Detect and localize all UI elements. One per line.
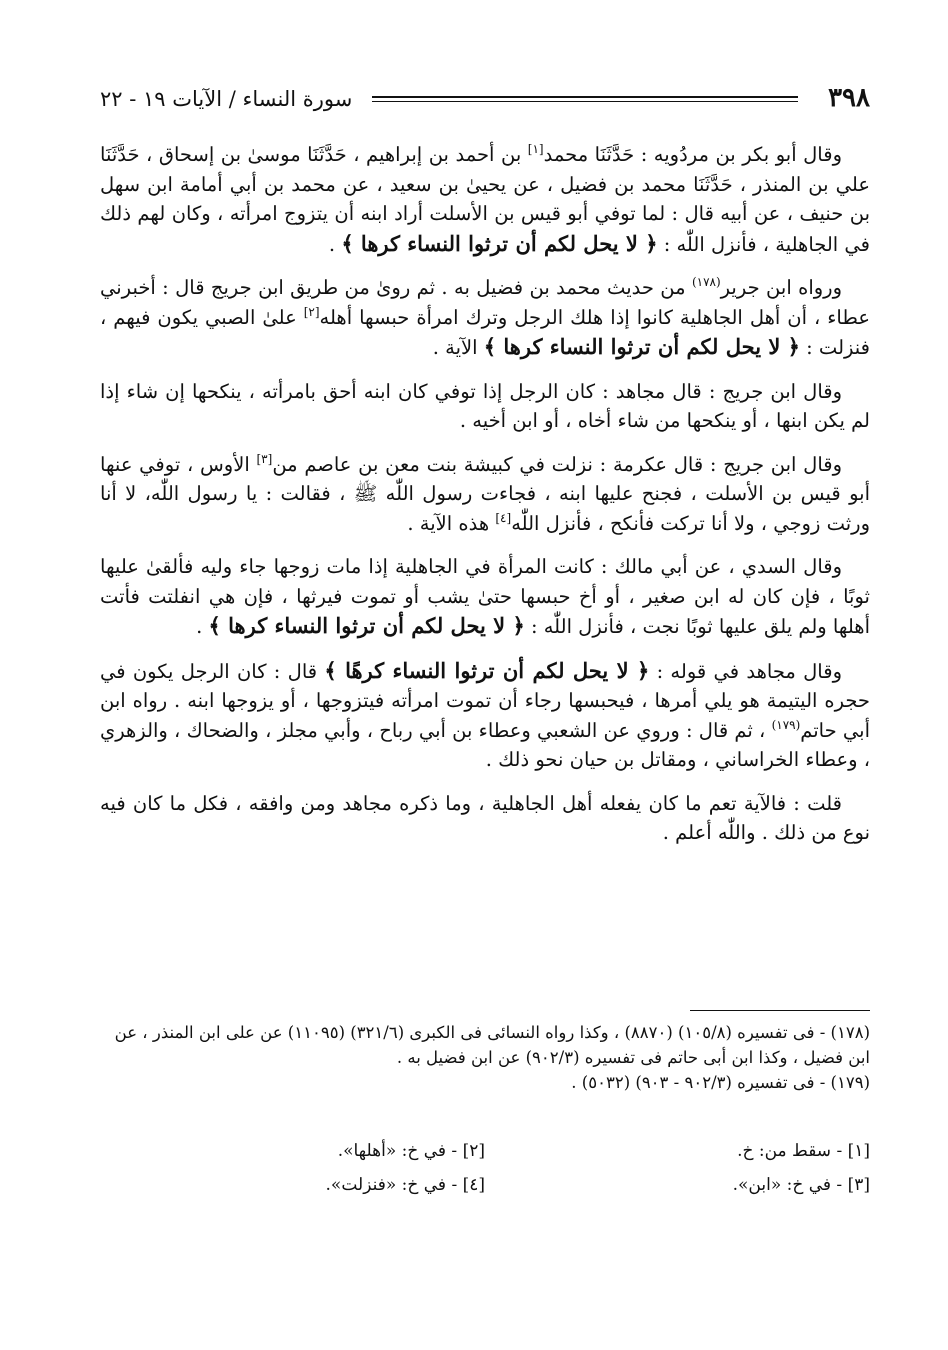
text-run: قال : كان الرجل يكون في حجره اليتيمة هو يلي أمرها ، فيحبسها رجاء أن تموت امرأته فيتزوجها ، أو يزوجها ابنه . رواه ابن أبي حاتم	[100, 659, 870, 742]
text-run: وقال ابن جريج : قال مجاهد : كان الرجل إذا توفي كان ابنه أحق بامرأته ، ينكحها إن شاء إذا لم يكن ابنها ، أو ينكحها من شاء أخاه ، أو ابن أخيه .	[100, 379, 870, 432]
footnote-rule	[690, 1010, 870, 1011]
quran-verse: ﴿ لا يحل لكم أن ترثوا النساء كرهًا ﴾	[324, 657, 650, 683]
text-run: ورواه ابن جرير	[720, 276, 842, 299]
header-rule	[372, 96, 798, 102]
variant-notes-row	[100, 1134, 870, 1168]
text-run: .	[196, 615, 209, 638]
variant-ref-1[interactable]: [١]	[527, 142, 544, 156]
text-run: هذه الآية .	[407, 511, 496, 535]
paragraph-1	[100, 140, 870, 259]
main-text	[100, 140, 870, 862]
paragraph-6	[100, 656, 870, 775]
paragraph-4	[100, 450, 870, 539]
quran-verse: ﴿ لا يحل لكم أن ترثوا النساء كرها ﴾	[341, 230, 658, 256]
text-run: الآية .	[432, 336, 484, 359]
variant-ref-3[interactable]: [٣]	[256, 451, 273, 466]
text-run: وقال السدي ، عن أبي مالك : كانت المرأة في الجاهلية إذا مات زوجها جاء وليه فألقىٰ عليها ثوبًا ، فإن كان له ابن صغير ، أو أخ حبسها حتىٰ يشب أو تموت فيرثها ، فإن هي انفلتت فأتت أهلها ولم يلق عليها ثوبًا نجت ، فأنزل اللّٰه :	[100, 555, 870, 638]
text-run: بن أحمد بن إبراهيم ، حَدَّثَنَا موسىٰ بن إسحاق ، حَدَّثَنَا علي بن المنذر ، حَدَّثَنَا محمد بن فضيل ، عن يحيىٰ بن سعيد ، عن محمد بن أبي أمامة ابن سهل بن حنيف ، عن أبيه قال : لما توفي أبو قيس بن الأسلت أراد ابنه أن يتزوج امرأته ، وكان لهم ذلك في الجاهلية ، فأنزل اللّٰه :	[100, 143, 870, 256]
quran-verse: ﴿ لا يحل لكم أن ترثوا النساء كرها ﴾	[208, 613, 525, 638]
text-run: وقال مجاهد في قوله :	[649, 659, 842, 683]
variant-note-2: [٢] - في خ: «أهلها».	[337, 1141, 485, 1161]
paragraph-7	[100, 789, 870, 848]
variant-ref-4[interactable]: [٤]	[495, 510, 512, 525]
page-number: ٣٩٨	[828, 83, 870, 113]
text-run: وقال أبو بكر بن مردُويه : حَدَّثَنَا محمد	[543, 143, 842, 166]
variant-note-1: [١] - سقط من: خ.	[737, 1141, 870, 1161]
variant-notes-row	[100, 1168, 870, 1202]
quran-verse: ﴿ لا يحل لكم أن ترثوا النساء كرها ﴾	[483, 334, 800, 359]
paragraph-2	[100, 273, 870, 363]
text-run: ، ثم قال : وروي عن الشعبي وعطاء بن أبي رباح ، وأبي مجلز ، والضحاك ، والزهري ، وعطاء الخراساني ، ومقاتل بن حيان نحو ذلك .	[100, 718, 870, 771]
text-run: من حديث محمد بن فضيل به . ثم روىٰ من طريق ابن جريج قال : أخبرني عطاء ، أن أهل الجاهلية كانوا إذا هلك الرجل وترك امرأة حبسها أهله	[100, 276, 870, 329]
paragraph-5	[100, 552, 870, 642]
footnote-179: (١٧٩) - فى تفسيره (٩٠٢/٣ - ٩٠٣) (٥٠٣٢) .	[571, 1073, 870, 1092]
footnote-ref-179[interactable]: (١٧٩)	[771, 717, 801, 732]
text-run: الأوس ، توفي عنها أبو قيس بن الأسلت ، فجنح عليها ابنه ، فجاءت رسول اللّٰه ﷺ ، فقالت : يا رسول اللّٰه، لا أنا ورثت زوجي ، ولا أنا تركت فأنكح ، فأنزل اللّٰه	[100, 452, 870, 535]
variant-ref-2[interactable]: [٢]	[303, 304, 320, 319]
variant-note-4: [٤] - في خ: «فنزلت».	[325, 1175, 485, 1195]
footnotes	[100, 1020, 870, 1095]
running-title: سورة النساء / الآيات ١٩ - ٢٢	[100, 87, 353, 111]
text-run: قلت : فالآية تعم ما كان يفعله أهل الجاهلية ، وما ذكره مجاهد ومن وافقه ، فكل ما كان فيه نوع من ذلك . واللّٰه أعلم .	[100, 791, 870, 844]
variant-note-3: [٣] - في خ: «ابن».	[732, 1175, 870, 1195]
variant-notes	[100, 1134, 870, 1202]
paragraph-3	[100, 377, 870, 436]
footnote-178: (١٧٨) - فى تفسيره (١٠٥/٨) (٨٨٧٠) ، وكذا رواه النسائى فى الكبرى (٣٢١/٦) (١١٠٩٥) عن على ابن المنذر ، عن ابن فضيل ، وكذا ابن أبى حاتم فى تفسيره (٩٠٢/٣) عن ابن فضيل به .	[114, 1023, 870, 1067]
text-run: وقال ابن جريج : قال عكرمة : نزلت في كبيشة بنت معن بن عاصم من	[272, 452, 843, 476]
text-run: .	[328, 232, 342, 256]
footnote-ref-178[interactable]: (١٧٨)	[691, 275, 721, 289]
page-header	[100, 82, 870, 118]
text-run: علىٰ الصبي يكون فيهم ، فنزلت :	[100, 305, 870, 359]
